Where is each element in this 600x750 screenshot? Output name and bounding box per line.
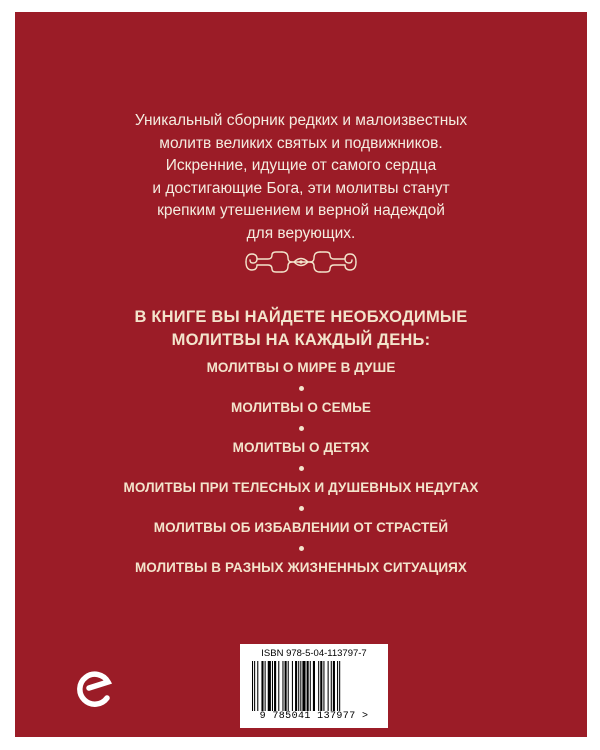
intro-text bbox=[15, 110, 587, 245]
barcode-stripe bbox=[285, 661, 287, 711]
eksmo-logo-icon bbox=[77, 664, 113, 710]
barcode-stripe bbox=[278, 661, 279, 711]
list-item: МОЛИТВЫ В РАЗНЫХ ЖИЗНЕННЫХ СИТУАЦИЯХ bbox=[134, 560, 468, 575]
intro-line: крепким утешением и верной надеждой bbox=[157, 202, 445, 219]
barcode-stripe bbox=[265, 661, 266, 711]
barcode-stripe bbox=[323, 661, 324, 711]
intro-line: Уникальный сборник редких и малоизвестных bbox=[134, 112, 468, 129]
intro-line: для верующих. bbox=[246, 224, 356, 242]
barcode-stripe bbox=[298, 661, 299, 711]
intro-line: Искренние, идущие от самого сердца bbox=[165, 157, 437, 174]
isbn-label: ISBN 978-5-04-113797-7 bbox=[261, 648, 367, 659]
heading-line-1: В КНИГЕ ВЫ НАЙДЕТЕ НЕОБХОДИМЫЕ bbox=[134, 308, 468, 326]
bullet-dot-icon bbox=[299, 386, 304, 391]
barcode-stripe bbox=[252, 661, 253, 711]
bullet-dot-icon bbox=[299, 466, 304, 471]
barcode-stripe bbox=[272, 661, 273, 711]
barcode-stripe bbox=[320, 661, 322, 711]
barcode-stripe bbox=[302, 661, 305, 711]
barcode-digits: 9 785041 137977 > bbox=[259, 711, 369, 722]
barcode-stripe bbox=[292, 661, 293, 711]
barcode-stripe bbox=[254, 661, 255, 711]
barcode-stripe bbox=[318, 661, 319, 711]
list-item: МОЛИТВЫ О МИРЕ В ДУШЕ bbox=[206, 360, 396, 375]
list-item: МОЛИТВЫ ОБ ИЗБАВЛЕНИИ ОТ СТРАСТЕЙ bbox=[153, 520, 449, 535]
barcode-stripe bbox=[339, 661, 340, 711]
barcode-stripe bbox=[257, 661, 258, 711]
barcode-stripe bbox=[333, 661, 335, 711]
barcode-stripe bbox=[261, 661, 263, 711]
bullet-dot-icon bbox=[299, 546, 304, 551]
barcode-stripe bbox=[295, 661, 297, 711]
barcode-stripe bbox=[310, 661, 311, 711]
barcode-stripe bbox=[288, 661, 289, 711]
intro-line: и достигающие Бога, эти молитвы станут bbox=[152, 179, 450, 197]
barcode-stripe bbox=[282, 661, 283, 711]
barcode-stripe bbox=[307, 661, 309, 711]
barcode-stripe bbox=[300, 661, 301, 711]
barcode-stripe bbox=[337, 661, 338, 711]
list-item: МОЛИТВЫ О СЕМЬЕ bbox=[230, 400, 371, 415]
barcode-bars bbox=[250, 661, 380, 711]
barcode-stripe bbox=[268, 661, 271, 711]
barcode-stripe bbox=[274, 661, 276, 711]
heading-line-2: МОЛИТВЫ НА КАЖДЫЙ ДЕНЬ: bbox=[171, 331, 431, 349]
barcode-stripe bbox=[313, 661, 315, 711]
back-cover bbox=[15, 12, 587, 737]
bullet-dot-icon bbox=[299, 506, 304, 511]
barcode bbox=[240, 644, 388, 728]
list-item: МОЛИТВЫ О ДЕТЯХ bbox=[232, 440, 370, 455]
prayer-list bbox=[15, 359, 587, 577]
bullet-dot-icon bbox=[299, 426, 304, 431]
barcode-stripe bbox=[331, 661, 332, 711]
ornament-divider-icon bbox=[244, 249, 358, 275]
barcode-stripe bbox=[328, 661, 329, 711]
section-heading bbox=[15, 306, 587, 352]
list-item: МОЛИТВЫ ПРИ ТЕЛЕСНЫХ И ДУШЕВНЫХ НЕДУГАХ bbox=[123, 480, 479, 495]
intro-line: молитв великих святых и подвижников. bbox=[159, 134, 443, 152]
